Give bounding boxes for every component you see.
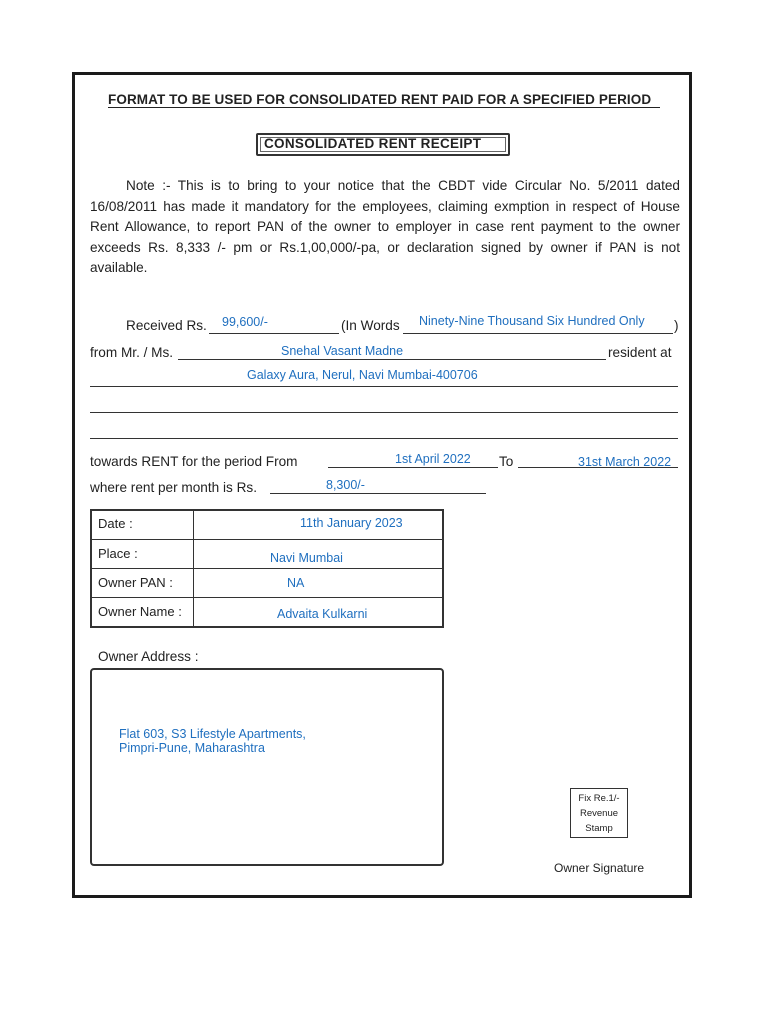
stamp-line3: Stamp [585,823,613,834]
monthly-rent-value: 8,300/- [326,478,365,492]
date-label: Date : [98,516,133,531]
stamp-line1: Fix Re.1/- [578,793,620,804]
in-words-value: Ninety-Nine Thousand Six Hundred Only [419,314,645,328]
owner-pan-label: Owner PAN : [98,575,173,590]
from-name-line [178,359,606,360]
address-line-1 [90,386,678,387]
in-words-line [403,333,673,334]
address-line-2 [90,412,678,413]
period-label: towards RENT for the period From [90,454,298,469]
owner-name-value: Advaita Kulkarni [277,607,368,621]
address-line-3 [90,438,678,439]
tenant-address: Galaxy Aura, Nerul, Navi Mumbai-400706 [247,368,478,382]
heading-underline [108,107,660,108]
stamp-line2: Revenue [579,808,619,819]
in-words-label: (In Words [341,318,400,333]
place-value: Navi Mumbai [270,551,343,565]
owner-address-line1: Flat 603, S3 Lifestyle Apartments, [119,727,306,741]
page-heading: FORMAT TO BE USED FOR CONSOLIDATED RENT PAID FOR A SPECIFIED PERIOD [108,92,652,107]
period-from: 1st April 2022 [395,452,471,466]
owner-address-label: Owner Address : [98,649,199,664]
owner-address-box [90,668,444,866]
place-label: Place : [98,546,138,561]
from-label: from Mr. / Ms. [90,345,174,360]
period-to: 31st March 2022 [578,455,672,469]
date-value: 11th January 2023 [300,516,403,530]
monthly-rent-line [270,493,486,494]
receipt-title: CONSOLIDATED RENT RECEIPT [264,136,482,151]
received-amount-line [209,333,339,334]
revenue-stamp-box [570,788,628,838]
owner-pan-value: NA [287,576,305,590]
received-label: Received Rs. [126,318,207,333]
resident-label: resident at [608,345,672,360]
owner-name-label: Owner Name : [98,604,182,619]
owner-address-line2: Pimpri-Pune, Maharashtra [119,741,265,755]
note-text: Note :- This is to bring to your notice that the CBDT vide Circular No. 5/2011 dated 16/08/2011 has made it mandatory for the employees, claiming exmption in respect of House Rent Allowance, to report PAN of the owner to employer in case rent payment to the owner exceeds Rs. 8,333 /- pm or Rs.1,00,000/-pa, or declaration signed by owner if PAN is not available. [90,178,680,276]
note-paragraph [90,176,680,279]
close-paren: ) [674,318,679,333]
monthly-rent-label: where rent per month is Rs. [90,480,257,495]
period-from-line [328,467,498,468]
period-to-label: To [499,454,514,469]
tenant-name: Snehal Vasant Madne [281,344,404,358]
received-amount: 99,600/- [222,315,268,329]
owner-signature-label: Owner Signature [554,861,645,875]
